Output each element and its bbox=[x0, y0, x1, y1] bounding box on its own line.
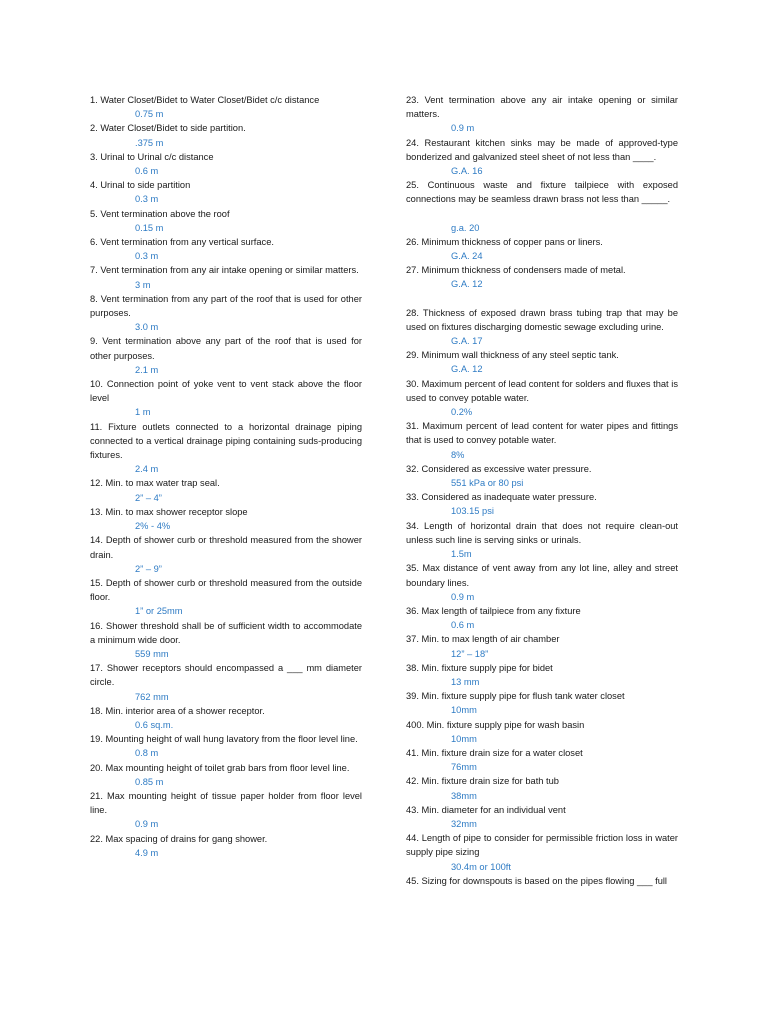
question-text: 9. Vent termination above any part of the roof that is used for other purposes. bbox=[90, 336, 362, 361]
answer-text: 103.15 psi bbox=[451, 506, 494, 517]
question-text: 44. Length of pipe to consider for permissible friction loss in water supply pipe sizing bbox=[406, 833, 678, 858]
question-text: 18. Min. interior area of a shower receptor. bbox=[90, 705, 265, 716]
answer-text: 762 mm bbox=[135, 691, 169, 702]
right-column bbox=[406, 93, 678, 888]
qa-item bbox=[90, 761, 362, 789]
question-text: 29. Minimum wall thickness of any steel septic tank. bbox=[406, 350, 619, 361]
qa-item bbox=[406, 490, 678, 518]
left-column bbox=[90, 93, 362, 860]
question-text: 10. Connection point of yoke vent to vent stack above the floor level bbox=[90, 379, 362, 404]
question-text: 3. Urinal to Urinal c/c distance bbox=[90, 151, 214, 162]
question-text: 30. Maximum percent of lead content for solders and fluxes that is used to convey potable water. bbox=[406, 378, 678, 403]
answer-text: G.A. 16 bbox=[451, 166, 483, 177]
answer-text: 10mm bbox=[451, 733, 477, 744]
answer-text: 0.8 m bbox=[135, 748, 159, 759]
question-text: 15. Depth of shower curb or threshold measured from the outside floor. bbox=[90, 577, 362, 603]
question-text: 32. Considered as excessive water pressure. bbox=[406, 463, 592, 474]
question-text: 43. Min. diameter for an individual vent bbox=[406, 804, 566, 815]
answer-text: .375 m bbox=[135, 137, 164, 148]
qa-item bbox=[406, 377, 678, 420]
answer-text: G.A. 12 bbox=[451, 364, 483, 375]
qa-item bbox=[90, 93, 362, 121]
qa-item bbox=[406, 632, 678, 660]
qa-item bbox=[90, 732, 362, 760]
question-text: 25. Continuous waste and fixture tailpiece with exposed connections may be seamless drawn brass not less than _____. bbox=[406, 180, 678, 205]
question-text: 2. Water Closet/Bidet to side partition. bbox=[90, 123, 246, 134]
qa-item bbox=[90, 420, 362, 477]
answer-text: 12” – 18” bbox=[451, 648, 489, 659]
question-text: 11. Fixture outlets connected to a horizontal drainage piping connected to a vertical drainage piping containing suds-producing fixtures. bbox=[90, 421, 362, 461]
question-text: 31. Maximum percent of lead content for water pipes and fittings that is used to convey potable water. bbox=[406, 421, 678, 446]
qa-item bbox=[90, 292, 362, 335]
qa-item bbox=[90, 121, 362, 149]
answer-text: 1.5m bbox=[451, 549, 472, 560]
question-text: 13. Min. to max shower receptor slope bbox=[90, 506, 248, 517]
qa-item bbox=[406, 803, 678, 831]
answer-text: 2.1 m bbox=[135, 364, 159, 375]
answer-text: 2” – 9” bbox=[135, 563, 162, 574]
qa-item bbox=[406, 178, 678, 235]
answer-text: 0.9 m bbox=[451, 123, 475, 134]
answer-text: 1 m bbox=[135, 407, 151, 418]
question-text: 8. Vent termination from any part of the roof that is used for other purposes. bbox=[90, 293, 362, 319]
answer-text: G.A. 24 bbox=[451, 251, 483, 262]
answer-text: 559 mm bbox=[135, 648, 169, 659]
question-text: 12. Min. to max water trap seal. bbox=[90, 478, 220, 489]
question-text: 37. Min. to max length of air chamber bbox=[406, 634, 560, 645]
answer-text: 76mm bbox=[451, 762, 477, 773]
question-text: 38. Min. fixture supply pipe for bidet bbox=[406, 662, 553, 673]
answer-text: 0.3 m bbox=[135, 251, 159, 262]
answer-text: 0.85 m bbox=[135, 776, 164, 787]
question-text: 16. Shower threshold shall be of sufficient width to accommodate a minimum wide door. bbox=[90, 620, 362, 645]
qa-item bbox=[406, 561, 678, 604]
qa-item bbox=[406, 831, 678, 874]
qa-item bbox=[406, 874, 678, 888]
question-text: 400. Min. fixture supply pipe for wash basin bbox=[406, 719, 585, 730]
qa-item bbox=[90, 178, 362, 206]
qa-item bbox=[406, 235, 678, 263]
answer-text: 32mm bbox=[451, 818, 477, 829]
qa-item bbox=[406, 306, 678, 349]
answer-text: 551 kPa or 80 psi bbox=[451, 478, 524, 489]
question-text: 22. Max spacing of drains for gang shower. bbox=[90, 833, 268, 844]
question-text: 27. Minimum thickness of condensers made of metal. bbox=[406, 265, 626, 276]
question-text: 24. Restaurant kitchen sinks may be made of approved-type bonderized and galvanized steel sheet of not less than ____. bbox=[406, 137, 678, 162]
qa-item bbox=[90, 661, 362, 704]
answer-text: 2” – 4” bbox=[135, 492, 162, 503]
answer-text: 0.6 sq.m. bbox=[135, 719, 174, 730]
qa-item bbox=[406, 419, 678, 462]
answer-text: 0.75 m bbox=[135, 109, 164, 120]
answer-text: 1” or 25mm bbox=[135, 606, 183, 617]
question-text: 17. Shower receptors should encompassed a ___ mm diameter circle. bbox=[90, 663, 362, 688]
question-text: 39. Min. fixture supply pipe for flush tank water closet bbox=[406, 691, 625, 702]
question-text: 1. Water Closet/Bidet to Water Closet/Bidet c/c distance bbox=[90, 95, 320, 105]
qa-item bbox=[90, 377, 362, 420]
qa-item bbox=[90, 476, 362, 504]
question-text: 33. Considered as inadequate water pressure. bbox=[406, 492, 597, 503]
question-text: 21. Max mounting height of tissue paper holder from floor level line. bbox=[90, 790, 362, 816]
answer-text: 0.2% bbox=[451, 407, 473, 418]
qa-item bbox=[90, 150, 362, 178]
qa-item bbox=[406, 774, 678, 802]
question-text: 26. Minimum thickness of copper pans or liners. bbox=[406, 236, 603, 247]
question-text: 6. Vent termination from any vertical surface. bbox=[90, 237, 274, 248]
qa-item bbox=[90, 505, 362, 533]
answer-text: g.a. 20 bbox=[451, 222, 480, 233]
qa-item bbox=[90, 704, 362, 732]
answer-text: 0.9 m bbox=[135, 819, 159, 830]
spacer bbox=[406, 207, 678, 221]
question-text: 45. Sizing for downspouts is based on the pipes flowing ___ full bbox=[406, 875, 667, 886]
qa-item bbox=[406, 718, 678, 746]
question-text: 23. Vent termination above any air intake opening or similar matters. bbox=[406, 95, 678, 120]
qa-item bbox=[406, 746, 678, 774]
question-text: 14. Depth of shower curb or threshold measured from the shower drain. bbox=[90, 535, 362, 560]
qa-item bbox=[406, 348, 678, 376]
qa-item bbox=[406, 93, 678, 136]
question-text: 5. Vent termination above the roof bbox=[90, 208, 230, 219]
qa-item bbox=[90, 832, 362, 860]
question-text: 28. Thickness of exposed drawn brass tubing trap that may be used on fixtures discharging domestic sewage excluding urine. bbox=[406, 307, 678, 332]
qa-item bbox=[406, 689, 678, 717]
answer-text: 10mm bbox=[451, 705, 477, 716]
qa-item bbox=[406, 661, 678, 689]
question-text: 20. Max mounting height of toilet grab bars from floor level line. bbox=[90, 762, 350, 773]
qa-item bbox=[90, 263, 362, 291]
question-text: 42. Min. fixture drain size for bath tub bbox=[406, 776, 559, 787]
qa-item bbox=[90, 207, 362, 235]
answer-text: 0.15 m bbox=[135, 222, 164, 233]
qa-item bbox=[90, 334, 362, 377]
answer-text: 0.6 m bbox=[451, 620, 475, 631]
qa-item bbox=[406, 263, 678, 291]
answer-text: 13 mm bbox=[451, 676, 480, 687]
qa-item bbox=[406, 462, 678, 490]
qa-item bbox=[406, 604, 678, 632]
qa-item bbox=[406, 136, 678, 179]
question-text: 34. Length of horizontal drain that does not require clean-out unless such line is serving sinks or urinals. bbox=[406, 520, 678, 545]
qa-item bbox=[90, 533, 362, 576]
question-text: 19. Mounting height of wall hung lavatory from the floor level line. bbox=[90, 734, 358, 745]
answer-text: 0.9 m bbox=[451, 591, 475, 602]
question-text: 41. Min. fixture drain size for a water closet bbox=[406, 747, 583, 758]
spacer bbox=[406, 292, 678, 306]
qa-item bbox=[90, 619, 362, 662]
qa-item bbox=[90, 235, 362, 263]
answer-text: G.A. 17 bbox=[451, 336, 483, 347]
qa-item bbox=[406, 519, 678, 562]
qa-item bbox=[90, 576, 362, 619]
answer-text: 8% bbox=[451, 449, 465, 460]
answer-text: 0.3 m bbox=[135, 194, 159, 205]
answer-text: 3.0 m bbox=[135, 322, 159, 333]
answer-text: 30.4m or 100ft bbox=[451, 861, 511, 872]
answer-text: 4.9 m bbox=[135, 847, 159, 858]
answer-text: 38mm bbox=[451, 790, 477, 801]
question-text: 36. Max length of tailpiece from any fixture bbox=[406, 605, 581, 616]
question-text: 35. Max distance of vent away from any lot line, alley and street boundary lines. bbox=[406, 563, 678, 588]
question-text: 7. Vent termination from any air intake opening or similar matters. bbox=[90, 265, 359, 276]
answer-text: 0.6 m bbox=[135, 166, 159, 177]
answer-text: 3 m bbox=[135, 279, 151, 290]
qa-item bbox=[90, 789, 362, 832]
answer-text: 2.4 m bbox=[135, 464, 159, 475]
answer-text: G.A. 12 bbox=[451, 279, 483, 290]
question-text: 4. Urinal to side partition bbox=[90, 180, 191, 191]
answer-text: 2% - 4% bbox=[135, 521, 171, 532]
